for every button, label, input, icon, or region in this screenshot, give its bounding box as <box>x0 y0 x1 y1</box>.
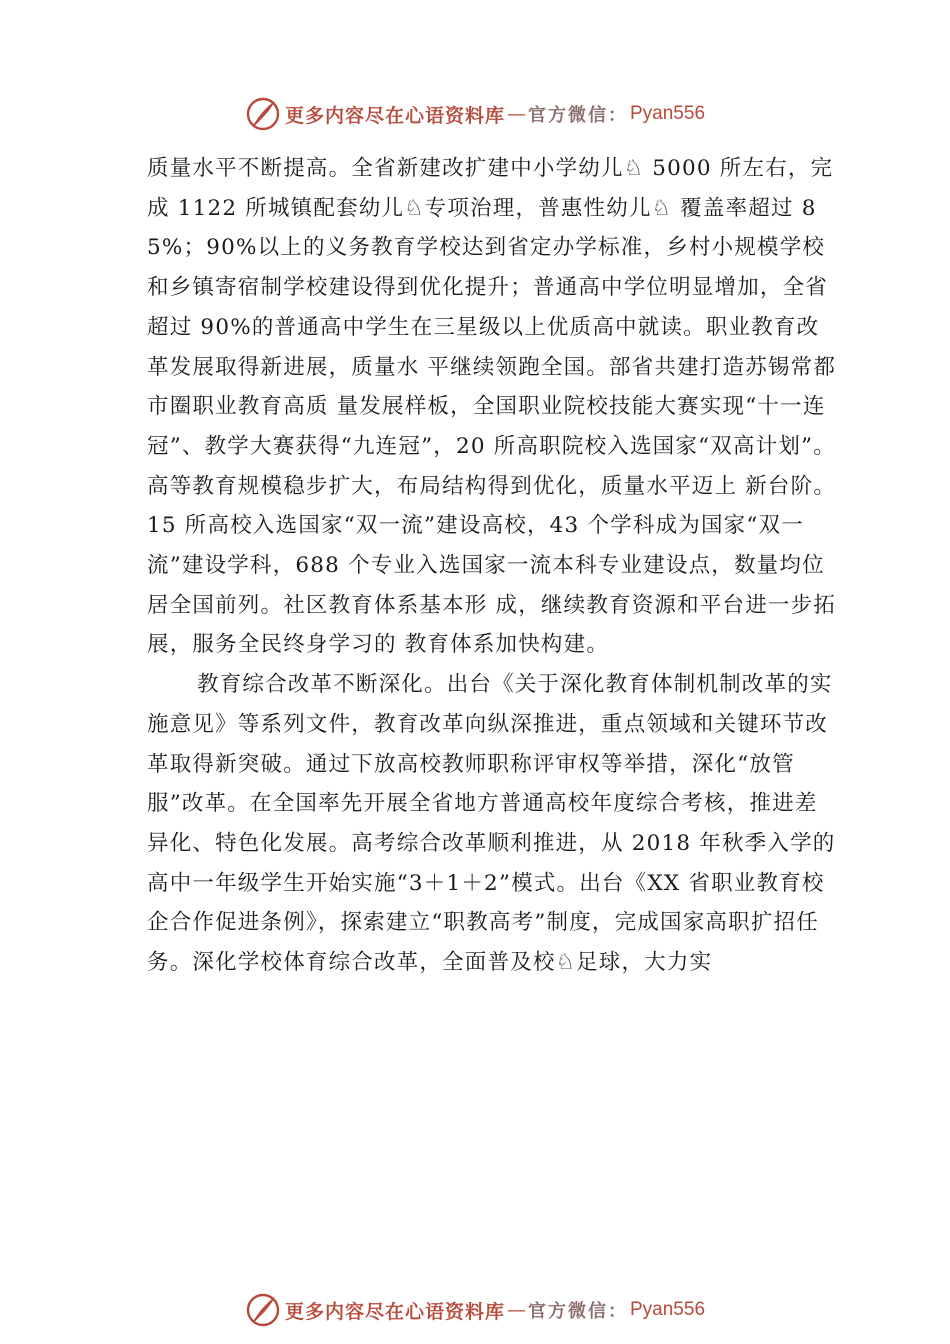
banner-weixin-label: 官方微信： <box>528 1301 628 1322</box>
quill-logo-icon <box>245 1292 281 1328</box>
quill-logo-icon <box>245 96 281 132</box>
banner-weixin-id: Pyan556 <box>630 103 706 124</box>
banner-separator: — <box>507 103 526 125</box>
banner-separator: — <box>507 1299 526 1321</box>
banner-title: 更多内容尽在心语资料库 <box>284 104 505 127</box>
header-banner <box>0 94 950 134</box>
document-body <box>147 149 837 983</box>
banner-weixin-id: Pyan556 <box>630 1299 706 1320</box>
paragraph-quality: 质量水平不断提高。全省新建改扩建中小学幼儿♘ 5000 所左右，完成 1122 所城镇配套幼儿♘专项治理，普惠性幼儿♘ 覆盖率超过 85%；90%以上的义务教育学校达到省定办学标准，乡村小规模学校和乡镇寄宿制学校建设得到优化提升；普通高中学位明显增加，全省超过 90%的普通高中学生在三星级以上优质高中就读。职业教育改革发展取得新进展，质量水 平继续领跑全国。部省共建打造苏锡常都市圈职业教育高质 量发展样板，全国职业院校技能大赛实现“十一连冠”、教学大赛获得“九连冠”，20 所高职院校入选国家“双高计划”。高等教育规模稳步扩大，布局结构得到优化，质量水平迈上 新台阶。15 所高校入选国家“双一流”建设高校，43 个学科成为国家“双一流”建设学科，688 个专业入选国家一流本科专业建设点，数量均位居全国前列。社区教育体系基本形 成，继续教育资源和平台进一步拓展，服务全民终身学习的 教育体系加快构建。 <box>147 156 837 658</box>
banner-title: 更多内容尽在心语资料库 <box>284 1300 505 1323</box>
paragraph-reform: 教育综合改革不断深化。出台《关于深化教育体制机制改革的实施意见》等系列文件，教育改革向纵深推进，重点领域和关键环节改革取得新突破。通过下放高校教师职称评审权等举措，深化“放管服”改革。在全国率先开展全省地方普通高校年度综合考核，推进差异化、特色化发展。高考综合改革顺利推进，从 2018 年秋季入学的高中一年级学生开始实施“3＋1＋2”模式。出台《XX 省职业教育校企合作促进条例》，探索建立“职教高考”制度，完成国家高职扩招任务。深化学校体育综合改革，全面普及校♘足球，大力实 <box>147 672 836 976</box>
footer-banner <box>0 1290 950 1330</box>
banner-weixin-label: 官方微信： <box>528 105 628 126</box>
